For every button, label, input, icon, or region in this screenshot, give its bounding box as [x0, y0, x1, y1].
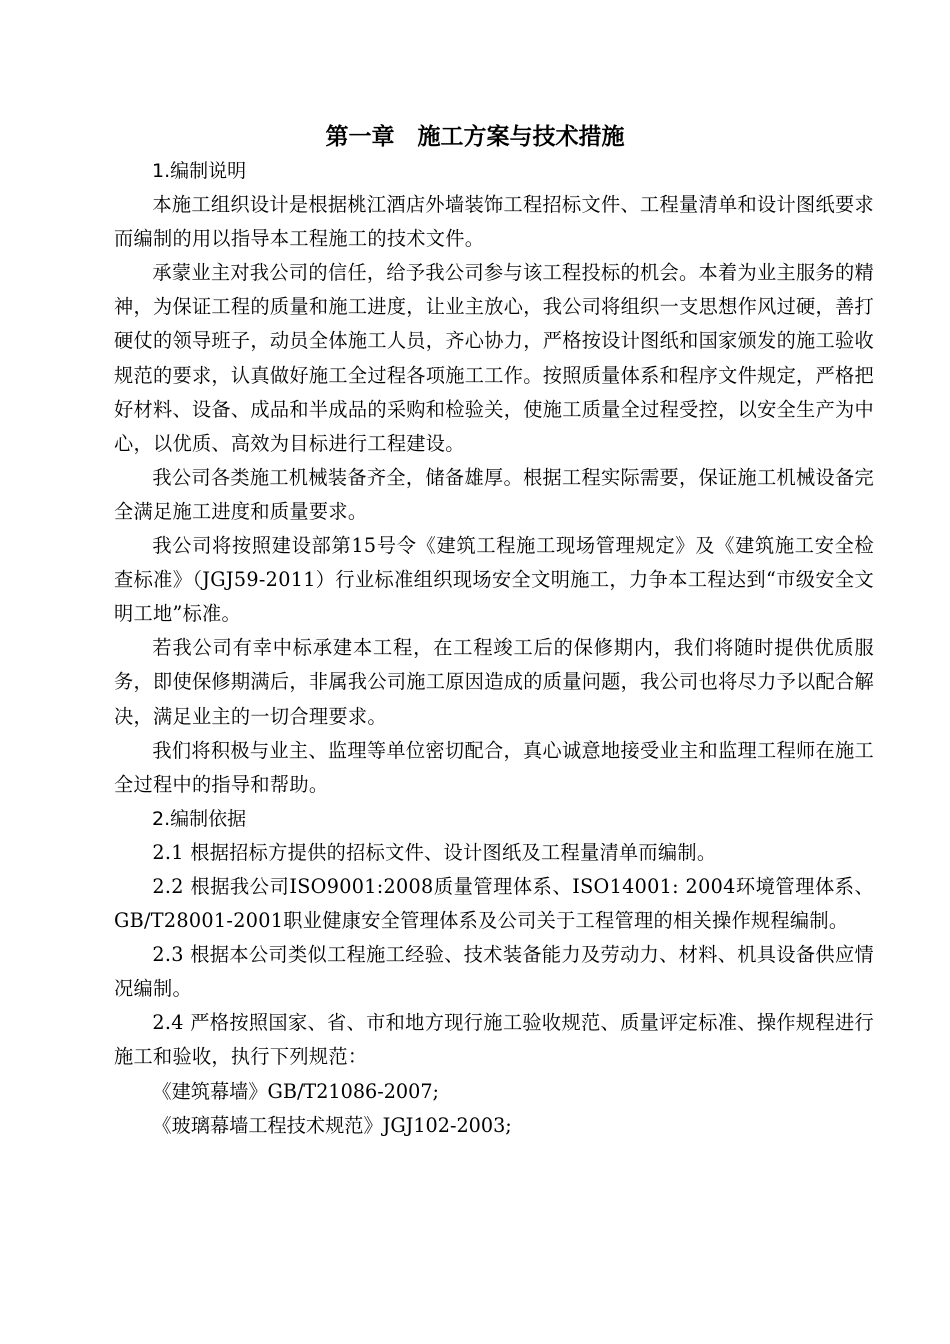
paragraph: 我们将积极与业主、监理等单位密切配合，真心诚意地接受业主和监理工程师在施工全过程中的指导和帮助。	[114, 738, 874, 796]
reference-item: 《玻璃幕墙工程技术规范》JGJ102-2003;	[152, 1113, 512, 1137]
document-body	[114, 154, 874, 1143]
section-heading-2: 2.编制依据	[152, 807, 247, 830]
paragraph: 2.1 根据招标方提供的招标文件、设计图纸及工程量清单而编制。	[152, 840, 717, 864]
paragraph: 我公司将按照建设部第15号令《建筑工程施工现场管理规定》及《建筑施工安全检查标准》（JGJ59-2011）行业标准组织现场安全文明施工，力争本工程达到“市级安全文明工地”标准。	[114, 534, 874, 626]
paragraph: 承蒙业主对我公司的信任，给予我公司参与该工程投标的机会。本着为业主服务的精神，为保证工程的质量和施工进度，让业主放心，我公司将组织一支思想作风过硬，善打硬仗的领导班子，动员全体施工人员，齐心协力，严格按设计图纸和国家颁发的施工验收规范的要求，认真做好施工全过程各项施工工作。按照质量体系和程序文件规定，严格把好材料、设备、成品和半成品的采购和检验关，使施工质量全过程受控，以安全生产为中心，以优质、高效为目标进行工程建设。	[114, 261, 875, 455]
reference-item: 《建筑幕墙》GB/T21086-2007;	[152, 1079, 440, 1103]
paragraph: 2.4 严格按照国家、省、市和地方现行施工验收规范、质量评定标准、操作规程进行施工和验收，执行下列规范：	[114, 1011, 874, 1069]
paragraph: 我公司各类施工机械装备齐全，储备雄厚。根据工程实际需要，保证施工机械设备完全满足施工进度和质量要求。	[114, 465, 874, 523]
paragraph: 2.2 根据我公司ISO9001:2008质量管理体系、ISO14001: 2004环境管理体系、GB/T28001-2001职业健康安全管理体系及公司关于工程管理的相关操作规程编制。	[114, 874, 874, 933]
paragraph: 若我公司有幸中标承建本工程，在工程竣工后的保修期内，我们将随时提供优质服务，即使保修期满后，非属我公司施工原因造成的质量问题，我公司也将尽力予以配合解决，满足业主的一切合理要求。	[114, 636, 875, 728]
paragraph: 2.3 根据本公司类似工程施工经验、技术装备能力及劳动力、材料、机具设备供应情况编制。	[114, 943, 874, 1001]
section-heading-1: 1.编制说明	[152, 160, 247, 182]
chapter-title: 第一章 施工方案与技术措施	[325, 124, 625, 150]
paragraph: 本施工组织设计是根据桃江酒店外墙装饰工程招标文件、工程量清单和设计图纸要求而编制的用以指导本工程施工的技术文件。	[114, 193, 874, 251]
